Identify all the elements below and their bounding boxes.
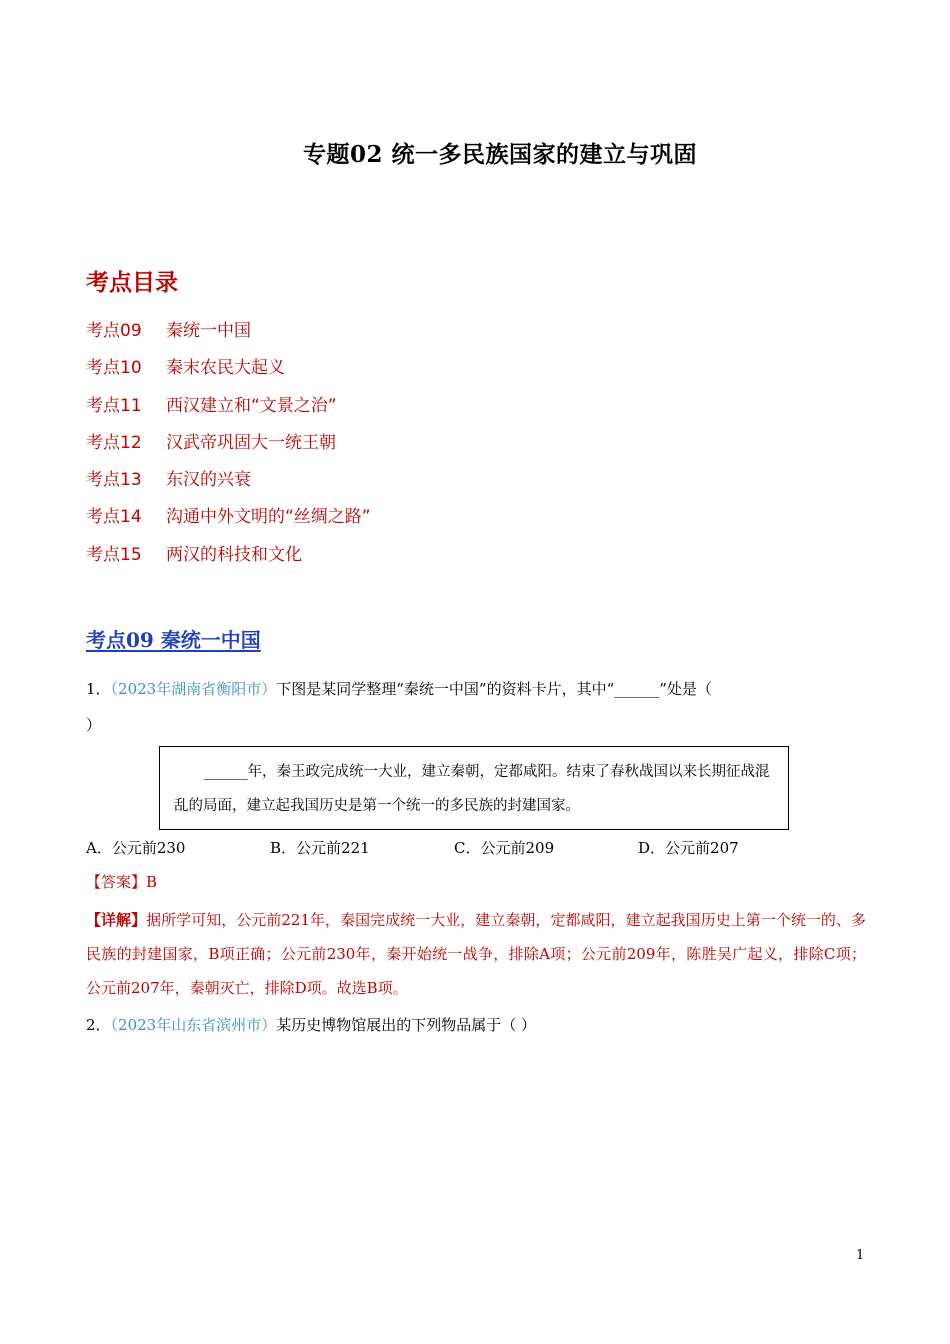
explanation-text: 据所学可知，公元前221年，秦国完成统一大业，建立秦朝，定都咸阳，建立起我国历史上第一个统一的、多民族的封建国家，B项正确；公元前230年，秦开始统一战争，排除A项；公元前209年，陈胜吴广起义，排除C项；公元前207年，秦朝灭亡，排除D项。故选B项。: [86, 911, 866, 997]
question-number: 2．: [86, 1016, 111, 1034]
toc-item-number: 考点09: [86, 321, 142, 341]
question-1-close-paren: ）: [86, 716, 102, 734]
question-number: 1．: [86, 680, 111, 698]
question-text: 下图是某同学整理“秦统一中国”的资料卡片，其中“______”处是（: [276, 680, 712, 698]
toc-item[interactable]: [86, 504, 371, 541]
toc-item-label: 秦统一中国: [166, 321, 251, 341]
toc-item-number: 考点12: [86, 432, 142, 453]
toc-item-number: 考点15: [86, 544, 142, 565]
info-card-text: ______年，秦王政完成统一大业，建立秦朝，定都咸阳。结束了春秋战国以来长期征战混乱的局面，建立起我国历史是第一个统一的多民族的封建国家。: [174, 764, 770, 814]
toc-item[interactable]: [86, 542, 371, 579]
toc-item-number: 考点10: [86, 358, 142, 379]
section-heading[interactable]: 考点09 秦统一中国: [86, 628, 261, 652]
toc-item[interactable]: [86, 318, 371, 355]
toc-item-number: 考点14: [86, 507, 142, 528]
toc-item[interactable]: [86, 467, 371, 504]
toc-list: [86, 318, 371, 579]
answer-options: [86, 836, 822, 860]
question-source: （2023年湖南省衡阳市）: [110, 680, 277, 698]
explanation-label: 【详解】: [86, 911, 147, 929]
question-source: （2023年山东省滨州市）: [110, 1016, 277, 1034]
toc-heading: 考点目录: [86, 270, 178, 296]
toc-item-label: 秦末农民大起义: [166, 358, 285, 379]
toc-item-label: 西汉建立和“文景之治”: [166, 395, 337, 416]
info-card: [159, 746, 789, 830]
question-text: 某历史博物馆展出的下列物品属于（ ）: [276, 1016, 537, 1034]
toc-item-label: 沟通中外文明的“丝绸之路”: [166, 507, 371, 528]
explanation: [86, 903, 866, 1005]
option-b[interactable]: B．公元前221: [270, 839, 370, 857]
toc-item-number: 考点13: [86, 470, 142, 491]
answer-label: 【答案】B: [86, 873, 158, 891]
page-title: 专题02 统一多民族国家的建立与巩固: [302, 141, 697, 168]
toc-item-label: 东汉的兴衰: [166, 470, 251, 491]
toc-item[interactable]: [86, 393, 371, 430]
question-2-stem: [86, 1013, 866, 1037]
toc-item[interactable]: [86, 430, 371, 467]
toc-item[interactable]: [86, 355, 371, 392]
toc-item-label: 两汉的科技和文化: [166, 544, 302, 565]
question-1-stem: [86, 677, 866, 701]
option-d[interactable]: D．公元前207: [638, 839, 739, 857]
toc-item-number: 考点11: [86, 395, 142, 416]
option-a[interactable]: A．公元前230: [86, 839, 186, 857]
toc-item-label: 汉武帝巩固大一统王朝: [166, 432, 336, 453]
option-c[interactable]: C．公元前209: [454, 839, 555, 857]
page-number: 1: [856, 1248, 865, 1263]
